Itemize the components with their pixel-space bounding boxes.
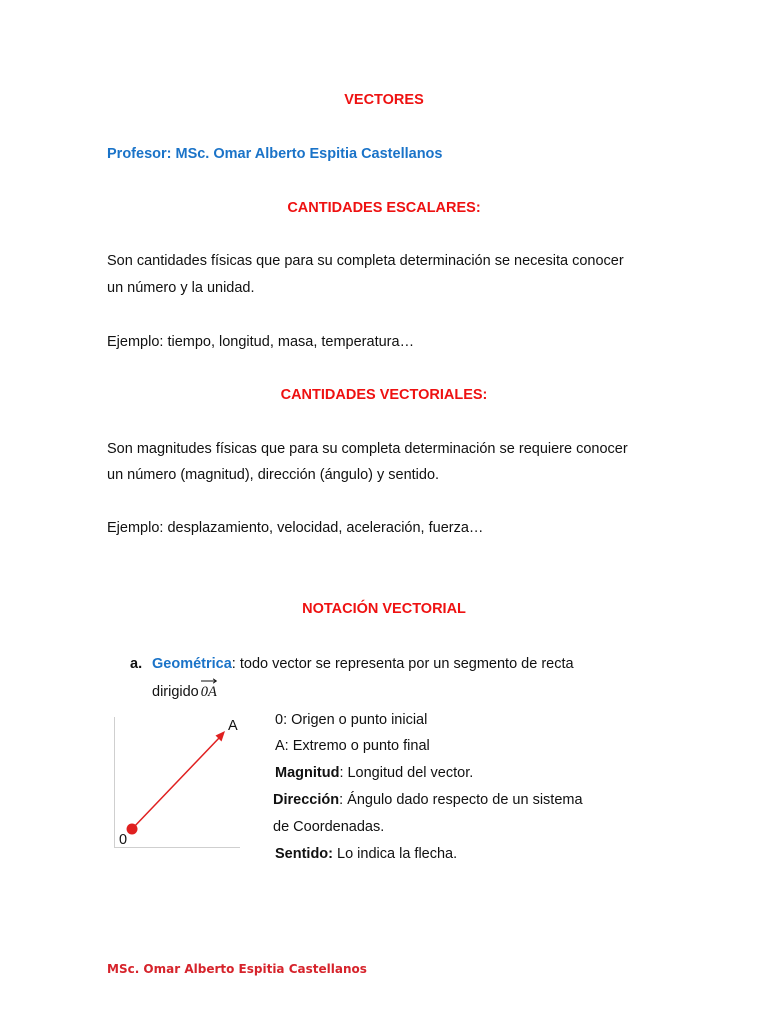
label-origin: 0: [119, 832, 128, 848]
vector-origin-dot: [127, 824, 138, 835]
def-term: Dirección: [273, 792, 340, 808]
def-origen: [275, 712, 427, 728]
vector-symbol-text: 0A: [200, 684, 217, 700]
notacion-heading: NOTACIÓN VECTORIAL: [302, 601, 466, 617]
escalares-text-line1: Son cantidades físicas que para su completa determinación se necesita conocer: [107, 253, 624, 269]
def-magnitud: [275, 765, 473, 781]
def-term: Magnitud: [275, 765, 340, 781]
vector-diagram-svg: [114, 717, 240, 848]
def-text: : Ángulo dado respecto de un sistema: [339, 792, 583, 808]
def-text: Lo indica la flecha.: [333, 846, 458, 862]
page-title: VECTORES: [344, 92, 424, 108]
profesor-line: Profesor: MSc. Omar Alberto Espitia Castellanos: [107, 146, 443, 162]
escalares-example: Ejemplo: tiempo, longitud, masa, temperatura…: [107, 334, 415, 350]
label-end: A: [228, 718, 238, 734]
item-line2-text: dirigido: [152, 684, 199, 700]
vector-arrow-icon: [201, 678, 217, 684]
vectoriales-example: Ejemplo: desplazamiento, velocidad, aceleración, fuerza…: [107, 520, 484, 536]
def-direccion: [273, 792, 583, 808]
def-text: 0: Origen o punto inicial: [275, 712, 428, 728]
notacion-item-a-line2: [152, 684, 217, 701]
vectoriales-text-line1: Son magnitudes físicas que para su completa determinación se requiere conocer: [107, 441, 628, 457]
vector-diagram: [114, 717, 240, 848]
escalares-text-line2: un número y la unidad.: [107, 280, 255, 296]
vector-arrow-line: [132, 737, 220, 829]
def-direccion-cont: [273, 819, 384, 835]
vectoriales-text-line2: un número (magnitud), dirección (ángulo) y sentido.: [107, 467, 440, 483]
escalares-heading: CANTIDADES ESCALARES:: [287, 200, 481, 216]
def-text: A: Extremo o punto final: [275, 738, 430, 754]
def-sentido: [275, 846, 457, 862]
vector-symbol: [201, 684, 217, 701]
def-extremo: [275, 738, 430, 754]
footer-author: MSc. Omar Alberto Espitia Castellanos: [107, 962, 367, 976]
def-text: : Longitud del vector.: [339, 765, 474, 781]
def-text: de Coordenadas.: [273, 819, 385, 835]
notacion-item-a: [130, 656, 574, 672]
item-marker: a.: [130, 656, 143, 672]
def-term: Sentido:: [275, 846, 333, 862]
item-term-geometrica: Geométrica: [152, 656, 232, 672]
vectoriales-heading: CANTIDADES VECTORIALES:: [280, 387, 488, 403]
item-text: : todo vector se representa por un segmento de recta: [231, 656, 574, 672]
